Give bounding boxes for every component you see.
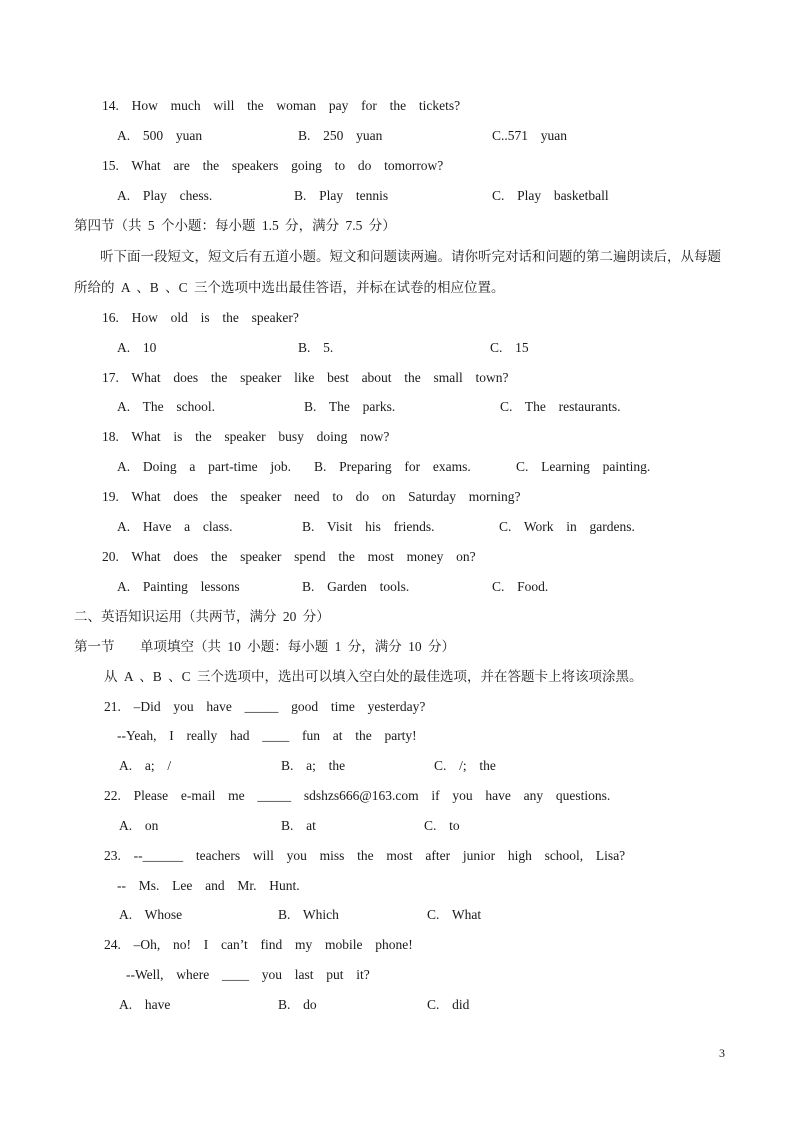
page-number: 3 <box>719 1046 725 1060</box>
question-24-line-1: 24. –Oh, no! I can’t find my mobile phone! <box>104 937 413 952</box>
q19-option-a: A. Have a class. <box>117 519 233 534</box>
q17-option-b: B. The parks. <box>304 399 396 414</box>
q14-option-c: C..571 yuan <box>492 128 567 143</box>
section-4-instructions-line-2: 所给的 A 、B 、C 三个选项中选出最佳答语，并标在试卷的相应位置。 <box>74 280 505 295</box>
q20-option-a: A. Painting lessons <box>117 579 240 594</box>
part-2-section-1-instructions: 从 A 、B 、C 三个选项中，选出可以填入空白处的最佳选项，并在答题卡上将该项涂黑。 <box>104 669 643 684</box>
q16-option-b: B. 5. <box>298 340 334 355</box>
q24-option-b: B. do <box>278 997 317 1012</box>
q23-option-a: A. Whose <box>119 907 183 922</box>
q20-option-b: B. Garden tools. <box>302 579 410 594</box>
q22-option-a: A. on <box>119 818 159 833</box>
question-19: 19. What does the speaker need to do on Saturday morning? <box>102 489 521 504</box>
q22-option-b: B. at <box>281 818 316 833</box>
question-21-line-1: 21. –Did you have _____ good time yesterday? <box>104 699 426 714</box>
q20-option-c: C. Food. <box>492 579 549 594</box>
q19-option-c: C. Work in gardens. <box>499 519 635 534</box>
q24-option-c: C. did <box>427 997 470 1012</box>
part-2-title: 二、英语知识运用（共两节，满分 20 分） <box>74 609 330 624</box>
q17-option-c: C. The restaurants. <box>500 399 621 414</box>
q23-option-c: C. What <box>427 907 482 922</box>
question-22: 22. Please e-mail me _____ sdshzs666@163.com if you have any questions. <box>104 788 611 803</box>
q15-option-a: A. Play chess. <box>117 188 213 203</box>
question-21-line-2: --Yeah, I really had ____ fun at the party! <box>117 728 417 743</box>
question-16: 16. How old is the speaker? <box>102 310 299 325</box>
q16-option-c: C. 15 <box>490 340 529 355</box>
question-23-line-1: 23. --______ teachers will you miss the most after junior high school, Lisa? <box>104 848 626 863</box>
q17-option-a: A. The school. <box>117 399 215 414</box>
question-23-line-2: -- Ms. Lee and Mr. Hunt. <box>117 878 300 893</box>
question-20: 20. What does the speaker spend the most money on? <box>102 549 476 564</box>
q15-option-c: C. Play basketball <box>492 188 609 203</box>
q18-option-c: C. Learning painting. <box>516 459 651 474</box>
section-4-title: 第四节（共 5 个小题：每小题 1.5 分，满分 7.5 分） <box>74 218 396 233</box>
question-15: 15. What are the speakers going to do tomorrow? <box>102 158 444 173</box>
q16-option-a: A. 10 <box>117 340 157 355</box>
q14-option-a: A. 500 yuan <box>117 128 203 143</box>
q22-option-c: C. to <box>424 818 460 833</box>
q21-option-a: A. a; / <box>119 758 172 773</box>
q24-option-a: A. have <box>119 997 171 1012</box>
question-18: 18. What is the speaker busy doing now? <box>102 429 390 444</box>
question-14: 14. How much will the woman pay for the tickets? <box>102 98 461 113</box>
q21-option-c: C. /; the <box>434 758 496 773</box>
section-4-instructions-line-1: 听下面一段短文，短文后有五道小题。短文和问题读两遍。请你听完对话和问题的第二遍朗读后，从每题 <box>100 249 721 264</box>
q23-option-b: B. Which <box>278 907 339 922</box>
question-24-line-2: --Well, where ____ you last put it? <box>126 967 370 982</box>
part-2-section-1-title: 第一节 单项填空（共 10 小题：每小题 1 分，满分 10 分） <box>74 639 455 654</box>
q15-option-b: B. Play tennis <box>294 188 389 203</box>
q14-option-b: B. 250 yuan <box>298 128 383 143</box>
question-17: 17. What does the speaker like best about the small town? <box>102 370 509 385</box>
q19-option-b: B. Visit his friends. <box>302 519 435 534</box>
q21-option-b: B. a; the <box>281 758 346 773</box>
q18-option-b: B. Preparing for exams. <box>314 459 471 474</box>
q18-option-a: A. Doing a part-time job. <box>117 459 291 474</box>
